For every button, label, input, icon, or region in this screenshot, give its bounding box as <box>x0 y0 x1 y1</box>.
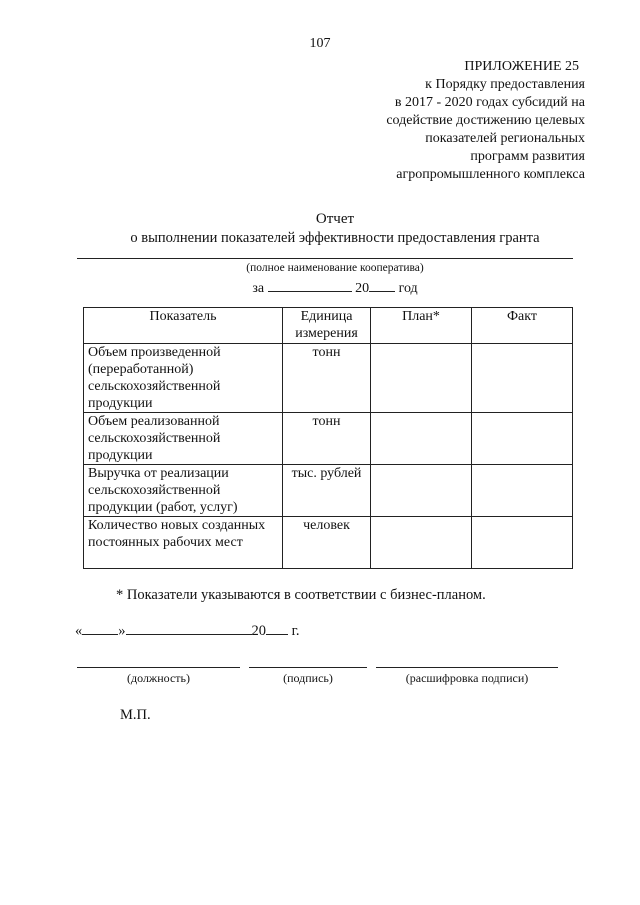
cooperative-name-caption: (полное наименование кооператива) <box>246 262 424 274</box>
indicator-cell: Объем реализованной сельскохозяйственной продукции <box>84 413 283 465</box>
table-header-row <box>84 308 573 344</box>
unit-cell: тыс. рублей <box>283 465 371 517</box>
indicator-cell: Количество новых созданных постоянных рабочих мест <box>84 517 283 569</box>
page-number: 107 <box>309 36 331 51</box>
appendix-header <box>330 58 585 184</box>
indicator-cell: Выручка от реализации сельскохозяйственной продукции (работ, услуг) <box>84 465 283 517</box>
table-row <box>84 344 573 413</box>
decoding-caption: (расшифровка подписи) <box>405 671 529 685</box>
header-indicator: Показатель <box>84 308 283 344</box>
appendix-line: к Порядку предоставления <box>425 77 585 92</box>
cooperative-name-field <box>77 258 573 259</box>
plan-cell[interactable] <box>371 465 472 517</box>
decoding-signature-line <box>376 667 558 668</box>
unit-cell: тонн <box>283 344 371 413</box>
header-unit: Единица измерения <box>283 308 371 344</box>
appendix-line: содействие достижению целевых <box>386 113 585 128</box>
signature-caption: (подпись) <box>283 671 333 685</box>
period-prefix: за <box>252 281 265 296</box>
indicator-cell: Объем произведенной (переработанной) сельскохозяйственной продукции <box>84 344 283 413</box>
report-title: Отчет <box>315 211 355 227</box>
date-open-quote: « <box>75 623 83 639</box>
appendix-line: в 2017 - 2020 годах субсидий на <box>394 95 585 110</box>
report-subtitle: о выполнении показателей эффективности предоставления гранта <box>130 230 540 246</box>
date-month-blank <box>126 621 252 635</box>
header-plan: План* <box>371 308 472 344</box>
period-blank-field <box>268 278 352 292</box>
unit-cell: тонн <box>283 413 371 465</box>
table-row <box>84 465 573 517</box>
date-field <box>75 621 300 640</box>
footnote: * Показатели указываются в соответствии с бизнес-планом. <box>116 587 486 603</box>
report-period <box>0 278 640 297</box>
period-year-prefix: 20 <box>355 281 370 296</box>
fact-cell[interactable] <box>472 344 573 413</box>
table-row <box>84 413 573 465</box>
appendix-line: агропромышленного комплекса <box>396 167 585 182</box>
header-fact: Факт <box>472 308 573 344</box>
appendix-line: показателей региональных <box>425 131 585 146</box>
plan-cell[interactable] <box>371 413 472 465</box>
appendix-title: ПРИЛОЖЕНИЕ 25 <box>464 59 579 74</box>
date-day-blank <box>82 621 118 635</box>
appendix-line: программ развития <box>470 149 585 164</box>
period-year-blank <box>369 278 395 292</box>
plan-cell[interactable] <box>371 344 472 413</box>
date-year-prefix: 20 <box>251 623 266 639</box>
period-suffix: год <box>398 281 418 296</box>
table-row <box>84 517 573 569</box>
fact-cell[interactable] <box>472 465 573 517</box>
date-year-blank <box>266 621 288 635</box>
indicators-table <box>83 307 573 569</box>
position-signature-line <box>77 667 240 668</box>
date-close-quote: » <box>118 623 126 639</box>
position-caption: (должность) <box>127 671 190 685</box>
date-suffix: г. <box>291 623 300 639</box>
fact-cell[interactable] <box>472 413 573 465</box>
fact-cell[interactable] <box>472 517 573 569</box>
stamp-place: М.П. <box>120 707 151 723</box>
unit-cell: человек <box>283 517 371 569</box>
signature-line <box>249 667 367 668</box>
plan-cell[interactable] <box>371 517 472 569</box>
